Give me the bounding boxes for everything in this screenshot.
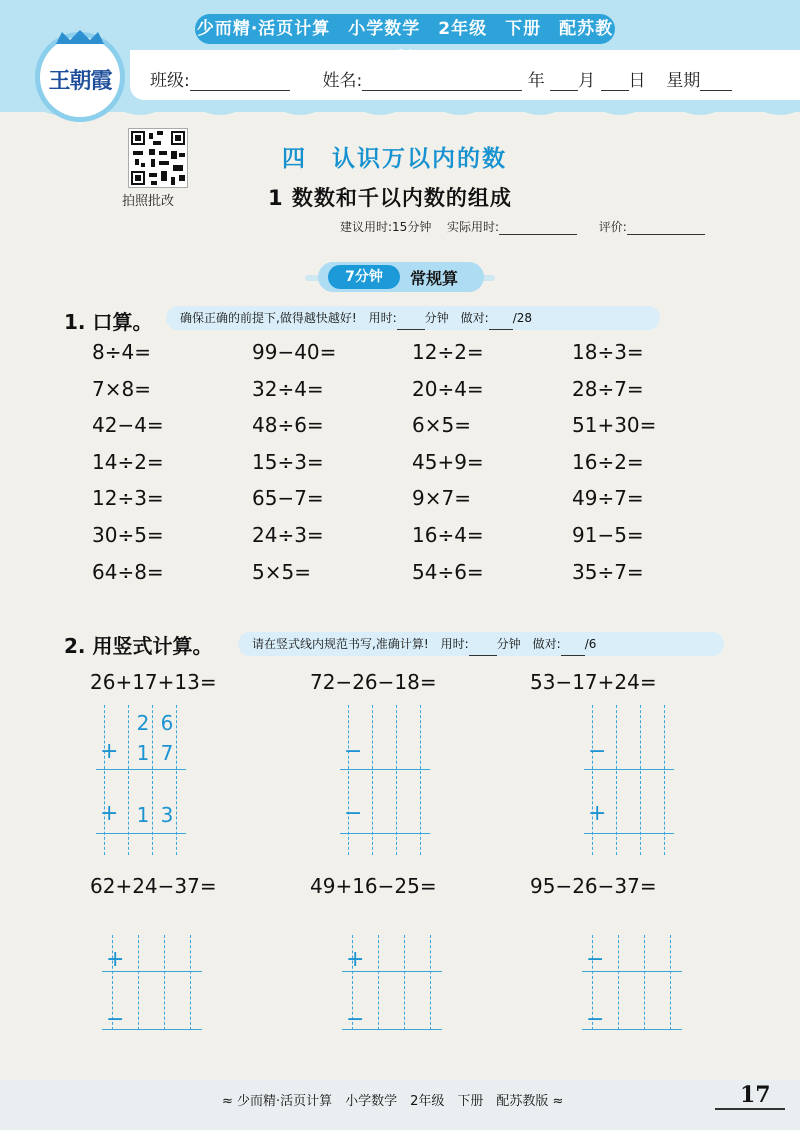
- q1-problem: 20÷4=: [412, 376, 484, 401]
- q1-problem: 91−5=: [572, 522, 644, 547]
- plus-sign: +: [588, 801, 607, 826]
- q2-tip-total: /6: [584, 637, 597, 651]
- q1-problem: 45+9=: [412, 449, 484, 474]
- suggested-time: 建议用时:15分钟: [340, 220, 432, 234]
- q1-row: [92, 340, 732, 377]
- q2-tip-text: 请在竖式线内规范书写,准确计算! 用时:: [252, 637, 469, 651]
- crown-icon: [54, 28, 106, 46]
- digit: 1: [136, 803, 150, 827]
- minus-sign: −: [586, 1007, 605, 1032]
- q2-problem: 95−26−37=: [530, 874, 657, 898]
- student-info-fields: [150, 66, 732, 91]
- footer-text: ≈ 少而精·活页计算 小学数学 2年级 下册 配苏教版 ≈: [222, 1094, 564, 1109]
- week-label: 星期: [666, 71, 701, 91]
- digit: 3: [160, 803, 174, 827]
- q1-row: [92, 560, 732, 597]
- q1-row: [92, 413, 732, 450]
- page-number-underline: [715, 1108, 785, 1110]
- brand-logo-text: 王朝霞: [48, 69, 112, 94]
- q1-problem: 16÷2=: [572, 449, 644, 474]
- class-label: 班级:: [150, 71, 190, 91]
- q1-tip-total: /28: [512, 311, 533, 325]
- q1-problem: 42−4=: [92, 413, 164, 438]
- q1-problem: 12÷2=: [412, 340, 484, 364]
- plus-sign: +: [100, 801, 119, 826]
- minus-sign: −: [344, 801, 363, 826]
- q2-problem: 53−17+24=: [530, 670, 657, 694]
- q1-problem: 51+30=: [572, 413, 657, 438]
- q1-problem: 35÷7=: [572, 559, 644, 584]
- q2-problem: 62+24−37=: [90, 874, 217, 898]
- minus-sign: −: [344, 739, 363, 764]
- rating-label: 评价:: [598, 220, 627, 234]
- vertical-calc-frame[interactable]: [586, 935, 672, 1032]
- q2-problem: 49+16−25=: [310, 874, 437, 898]
- vertical-calc-frame[interactable]: [100, 705, 176, 855]
- q2-correct-field[interactable]: [561, 641, 585, 656]
- q1-tip-text: 确保正确的前提下,做得越快越好! 用时:: [180, 311, 397, 325]
- digit: 1: [136, 741, 150, 765]
- q1-problem: 8÷4=: [92, 340, 151, 364]
- q1-problem: 18÷3=: [572, 340, 644, 364]
- q1-tip: [166, 306, 660, 330]
- q1-problem: 14÷2=: [92, 449, 164, 474]
- name-label: 姓名:: [322, 71, 363, 91]
- actual-time-label: 实际用时:: [446, 220, 500, 234]
- q1-oral-grid: [92, 340, 732, 596]
- q1-problem: 24÷3=: [252, 522, 324, 547]
- section-name: 常规算: [410, 269, 459, 288]
- q1-problem: 9×7=: [412, 486, 471, 511]
- q1-problem: 5×5=: [252, 559, 311, 584]
- q1-problem: 7×8=: [92, 376, 151, 401]
- vertical-calc-frame[interactable]: [588, 705, 664, 855]
- digit: 2: [136, 711, 150, 735]
- header-wave: [0, 100, 800, 122]
- q1-problem: 64÷8=: [92, 559, 164, 584]
- q1-problem: 6×5=: [412, 413, 471, 438]
- qr-code-icon[interactable]: [128, 128, 188, 188]
- q2-problems-row1: [90, 670, 750, 694]
- q1-time-field[interactable]: [397, 315, 425, 330]
- minus-sign: −: [588, 739, 607, 764]
- plus-sign: +: [346, 947, 365, 972]
- q1-problem: 32÷4=: [252, 376, 324, 401]
- q1-row: [92, 450, 732, 487]
- q1-row: [92, 486, 732, 523]
- q1-problem: 28÷7=: [572, 376, 644, 401]
- q1-problem: 65−7=: [252, 486, 324, 511]
- q1-correct-field[interactable]: [489, 315, 513, 330]
- rating-field[interactable]: [627, 221, 705, 235]
- q2-problems-row2: [90, 874, 750, 898]
- q1-problem: 16÷4=: [412, 522, 484, 547]
- q1-problem: 15÷3=: [252, 449, 324, 474]
- vertical-calc-frame[interactable]: [106, 935, 192, 1032]
- qr-label: 拍照批改: [122, 194, 175, 209]
- minus-sign: −: [346, 1007, 365, 1032]
- q1-row: [92, 523, 732, 560]
- q1-problem: 48÷6=: [252, 413, 324, 438]
- year-label: 年: [527, 71, 545, 91]
- q1-row: [92, 377, 732, 414]
- q2-title: 2. 用竖式计算。: [64, 634, 213, 658]
- day-label: 日: [628, 71, 646, 91]
- week-field[interactable]: [700, 74, 732, 91]
- q2-tip-min: 分钟 做对:: [496, 637, 561, 651]
- time-info: [340, 218, 705, 235]
- q2-problem: 72−26−18=: [310, 670, 437, 694]
- digit: 7: [160, 741, 174, 765]
- q1-title: 1. 口算。: [64, 310, 153, 334]
- q2-problem: 26+17+13=: [90, 670, 217, 694]
- q1-problem: 12÷3=: [92, 486, 164, 511]
- class-field[interactable]: [190, 74, 290, 91]
- page-number: 17: [740, 1082, 771, 1108]
- vertical-calc-frame[interactable]: [344, 705, 420, 855]
- q1-tip-min: 分钟 做对:: [424, 311, 489, 325]
- name-field[interactable]: [362, 74, 522, 91]
- q1-problem: 54÷6=: [412, 559, 484, 584]
- vertical-calc-frame[interactable]: [346, 935, 432, 1032]
- section-time-badge: 7分钟: [328, 265, 400, 289]
- header-banner: 少而精·活页计算 小学数学 2年级 下册 配苏教版: [195, 14, 615, 44]
- minus-sign: −: [106, 1007, 125, 1032]
- month-label: 月: [578, 71, 596, 91]
- q2-tip: [238, 632, 724, 656]
- month-field[interactable]: [550, 74, 578, 91]
- day-field[interactable]: [601, 74, 629, 91]
- plus-sign: +: [100, 739, 119, 764]
- q1-problem: 30÷5=: [92, 522, 164, 547]
- unit-title: 四 认识万以内的数: [282, 146, 507, 172]
- lesson-title: 1 数数和千以内数的组成: [268, 186, 512, 210]
- minus-sign: −: [586, 947, 605, 972]
- plus-sign: +: [106, 947, 125, 972]
- q1-problem: 99−40=: [252, 340, 337, 364]
- q1-problem: 49÷7=: [572, 486, 644, 511]
- q2-time-field[interactable]: [469, 641, 497, 656]
- digit: 6: [160, 711, 174, 735]
- actual-time-field[interactable]: [499, 221, 577, 235]
